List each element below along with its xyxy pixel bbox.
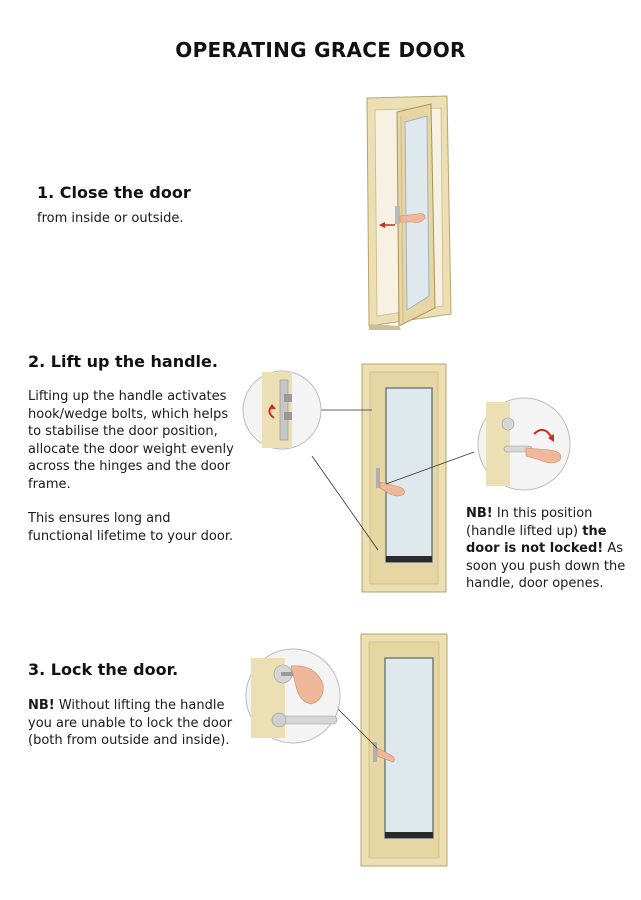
step-2-note-text-2: As soon you push down the handle, door openes.	[466, 541, 626, 591]
step-3-note-label: NB!	[28, 698, 55, 713]
step-2-heading: 2. Lift up the handle.	[28, 352, 218, 371]
page-title: OPERATING GRACE DOOR	[175, 38, 466, 62]
step-1-heading: 1. Close the door	[37, 183, 191, 202]
step-3-note-text: Without lifting the handle you are unable to lock the door (both from outside and inside).	[28, 698, 233, 748]
step-2-note-label: NB!	[466, 506, 493, 521]
step-2-note-text-1: In this position (handle lifted up)	[466, 506, 593, 539]
step-2-paragraph-2: This ensures long and functional lifetime to your door.	[28, 511, 234, 544]
open-door-illustration	[355, 92, 460, 332]
step-2-description	[28, 388, 238, 545]
step-2-note-bold: the door is not locked!	[466, 523, 607, 556]
step-3-heading: 3. Lock the door.	[28, 660, 179, 679]
step-3-note	[28, 697, 243, 750]
lock-door-illustration	[245, 630, 455, 870]
step-2-paragraph-1: Lifting up the handle activates hook/wedge bolts, which helps to stabilise the door position, allocate the door weight evenly across the hinges and the door frame.	[28, 389, 234, 492]
step-2-note	[466, 505, 626, 593]
step-1-text: from inside or outside.	[37, 211, 184, 226]
